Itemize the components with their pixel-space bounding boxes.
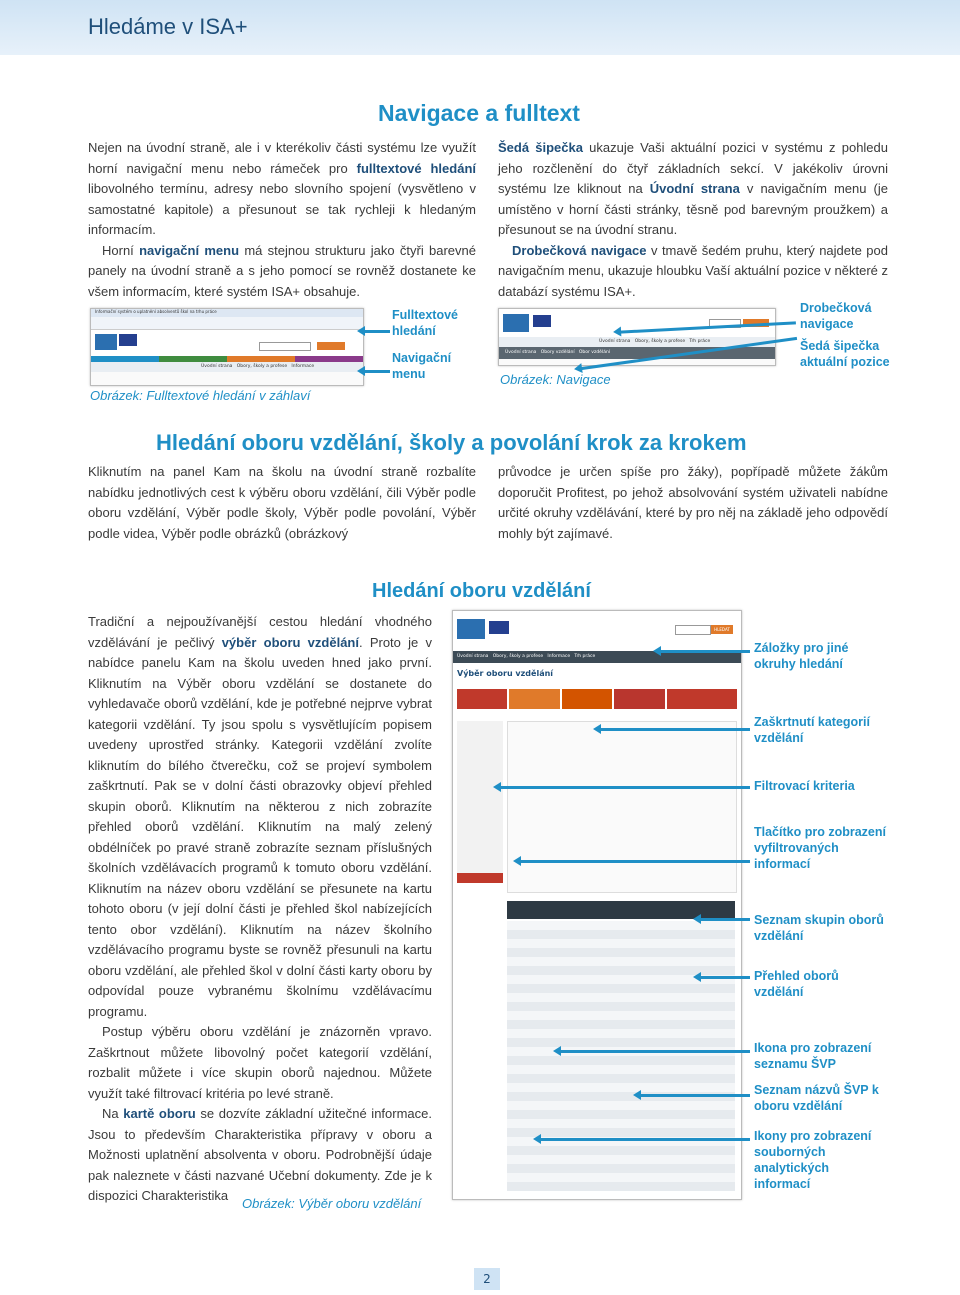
screenshot-field-selection (452, 610, 742, 1200)
callout-analytics-icons: Ikony pro zobrazení souborných analytických informací (754, 1129, 872, 1191)
eu-flag-icon-3 (489, 621, 509, 634)
tab-secondary[interactable] (457, 689, 507, 709)
callout-svp-list: Seznam názvů ŠVP k oboru vzdělání (754, 1083, 879, 1113)
callout-fields: Přehled oborů vzdělání (754, 969, 839, 999)
page-title: Hledáme v ISA+ (88, 14, 248, 39)
section2-right-text: průvodce je určen spíše pro žáky), popřípadě můžete žákům doporučit Profitest, po jehož absolvování systém uživateli nabídne určité okruhy vzdělávání, které by pro něj na základě jeho odpovědí mohly být zajímavé. (498, 464, 888, 541)
callout-checked: Zaškrtnutí kategorií vzdělání (754, 715, 870, 745)
breadcrumb-bar[interactable]: Úvodní strana Obory vzdělání Obor vzdělání (499, 347, 775, 359)
callout-breadcrumb: Drobečková navigace (800, 301, 872, 331)
tab-follow-up[interactable] (509, 689, 559, 709)
page-number: 2 (474, 1268, 500, 1290)
arrow-c8 (640, 1094, 750, 1097)
arrow-c2 (600, 728, 750, 731)
callout-filter: Filtrovací kriteria (754, 779, 855, 793)
search-button-3[interactable]: HLEDAT (711, 625, 733, 634)
section1-left-text: Nejen na úvodní straně, ale i v kterékoliv části systému lze využít horní navigační menu nebo rámeček pro fulltextové hledání libovolného termínu, adresy nebo slovního spojení (vysvětleno v samostatné kapitole) a přesunout se tak rychleji k hledaným informacím. Horní navigační menu má stejnou strukturu jako čtyři barevné panely na úvodní straně a s jeho pomocí se rovněž dostanete ke všem informacím, které systém ISA+ obsahuje. (88, 140, 477, 299)
caption-fulltext: Obrázek: Fulltextové hledání v záhlaví (90, 388, 311, 403)
arrow-fulltext (364, 330, 390, 333)
tab-higher-vocational[interactable] (562, 689, 612, 709)
callout-nav-menu: Navigační menu (392, 351, 452, 381)
eu-flag-icon-2 (533, 315, 551, 327)
callout-tabs: Záložky pro jiné okruhy hledání (754, 641, 849, 671)
section-title-field: Hledání oboru vzdělání (372, 580, 591, 602)
field-groups-list[interactable] (507, 921, 735, 1191)
arrow-c4 (520, 860, 750, 863)
callout-svp-icon: Ikona pro zobrazení seznamu ŠVP (754, 1041, 872, 1071)
field-page-heading: Výběr oboru vzdělání (453, 663, 741, 687)
tab-short-study[interactable] (667, 689, 738, 709)
callout-groups: Seznam skupin oborů vzdělání (754, 913, 884, 943)
site-header (91, 330, 363, 356)
section-title-steps: Hledání oboru vzdělání, školy a povolání krok za krokem (156, 430, 747, 455)
window-title: Informační systém o uplatnění absolventů škol na trhu práce (91, 309, 363, 317)
arrow-c7 (560, 1050, 750, 1053)
tab-university[interactable] (614, 689, 664, 709)
site-header-2 (499, 309, 775, 337)
search-input[interactable] (259, 342, 311, 351)
callout-show-button: Tlačítko pro zobrazení vyfiltrovaných informací (754, 825, 886, 871)
callout-grey-arrow: Šedá šipečka aktuální pozice (800, 339, 890, 369)
arrow-c3 (500, 786, 750, 789)
section2-left-text: Kliknutím na panel Kam na školu na úvodní straně rozbalíte nabídku jednotlivých cest k výběru oboru vzdělání, čili Výběr podle oboru vzdělání, Výběr podle školy, Výběr podle povolání, Výběr podle videa, Výběr podle obrázků (obrázkový (88, 464, 476, 541)
nav-menu-2[interactable]: Úvodní strana Obory, školy a profese Trh práce (499, 337, 775, 347)
browser-toolbar (91, 317, 363, 330)
search-button[interactable] (317, 342, 345, 350)
category-tabs[interactable] (453, 687, 741, 711)
top-nav-menu[interactable]: Úvodní strana Obory, školy a profese Informace (91, 362, 363, 372)
filter-show-button[interactable] (457, 873, 503, 883)
esf-logo-3 (457, 619, 485, 639)
section1-right-text: Šedá šipečka ukazuje Vaši aktuální pozici v systému z pohledu jeho rozčlenění do čtyř základních sekcí. V jakékoliv úrovni systému lze kliknout na Úvodní strana v navigačním menu (je umístěno v horní části stránky, těsně pod barevným proužkem) a přesunout se na úvodní stranu. Drobečková navigace v tmavě šedém pruhu, který najdete pod navigačním menu, ukazuje hloubku Vaší aktuální pozice v některé z databází systému ISA+. (498, 140, 889, 299)
arrow-c5 (700, 918, 750, 921)
callout-fulltext: Fulltextové hledání (392, 308, 458, 338)
section-title-navigation: Navigace a fulltext (378, 100, 580, 126)
section3-text: Tradiční a nejpoužívanější cestou hledání vhodného vzdělávání je pečlivý výběr oboru vzdělání. Proto je v nabídce panelu Kam na školu uveden hned jako první. Kliknutím na Výběr oboru vzdělání se dostanete do vyhledavače oborů vzdělání, kde je potřebné nejprve vybrat kategorii vzdělání. Ty jsou spolu s vysvětlujícím popisem uvedeny uprostřed stránky. Kategorii vzdělání zvolíte kliknutím do bílého čtverečku, což se projeví symbolem zaškrtnutí. Pak se v dolní části obrazovky objeví přehled skupin oborů. Kliknutím na některou z nich zobrazíte přehled oborů vzdělání. Kliknutím na malý zelený obdélníček po pravé straně zobrazíte seznam příslušných školních vzdělávacích programů k tomuto oboru vzdělání. Kliknutím na název oboru vzdělání se přesunete na kartu tohoto oboru (v její dolní části je přehled škol nabízejících tento obor vzdělání). Kliknutím na název školního vzdělávacího programu byste se rovněž přesunuli na kartu oboru vzdělání, ale přehled škol v dolní části karty oboru by odpovídal pouze vybranému školnímu vzdělávacímu programu. Postup výběru oboru vzdělání je znázorněn vpravo. Zaškrtnout můžete libovolný počet kategorií vzdělání, rozbalit můžete i více skupin oborů najednou. Můžete využít také filtrovací kritéria po levé straně. Na kartě oboru se dozvíte základní užitečné informace. Jsou to především Charakteristika přípravy v oboru a Možnosti uplatnění absolventa v oboru. Podrobnější údaje pak naleznete v části nazvané Učební dokumenty. Zde je k dispozici Charakteristika (88, 614, 432, 1203)
screenshot-fulltext (90, 308, 364, 386)
eu-flag-icon (119, 334, 137, 346)
arrow-c6 (700, 976, 750, 979)
caption-navigation: Obrázek: Navigace (500, 372, 611, 387)
esf-logo-2 (503, 314, 529, 332)
search-input-3[interactable] (675, 625, 711, 635)
screenshot-navigation (498, 308, 776, 366)
esf-logo (95, 334, 117, 350)
category-list[interactable] (507, 721, 737, 893)
arrow-nav (364, 370, 390, 373)
nav-menu-3[interactable]: Úvodní strana Obory, školy a profese Informace Trh práce (453, 651, 741, 663)
caption-field: Obrázek: Výběr oboru vzdělání (242, 1196, 422, 1211)
filter-panel[interactable] (457, 721, 503, 881)
site-header-3 (453, 611, 741, 651)
arrow-c9 (540, 1138, 750, 1141)
arrow-c1 (660, 650, 750, 653)
